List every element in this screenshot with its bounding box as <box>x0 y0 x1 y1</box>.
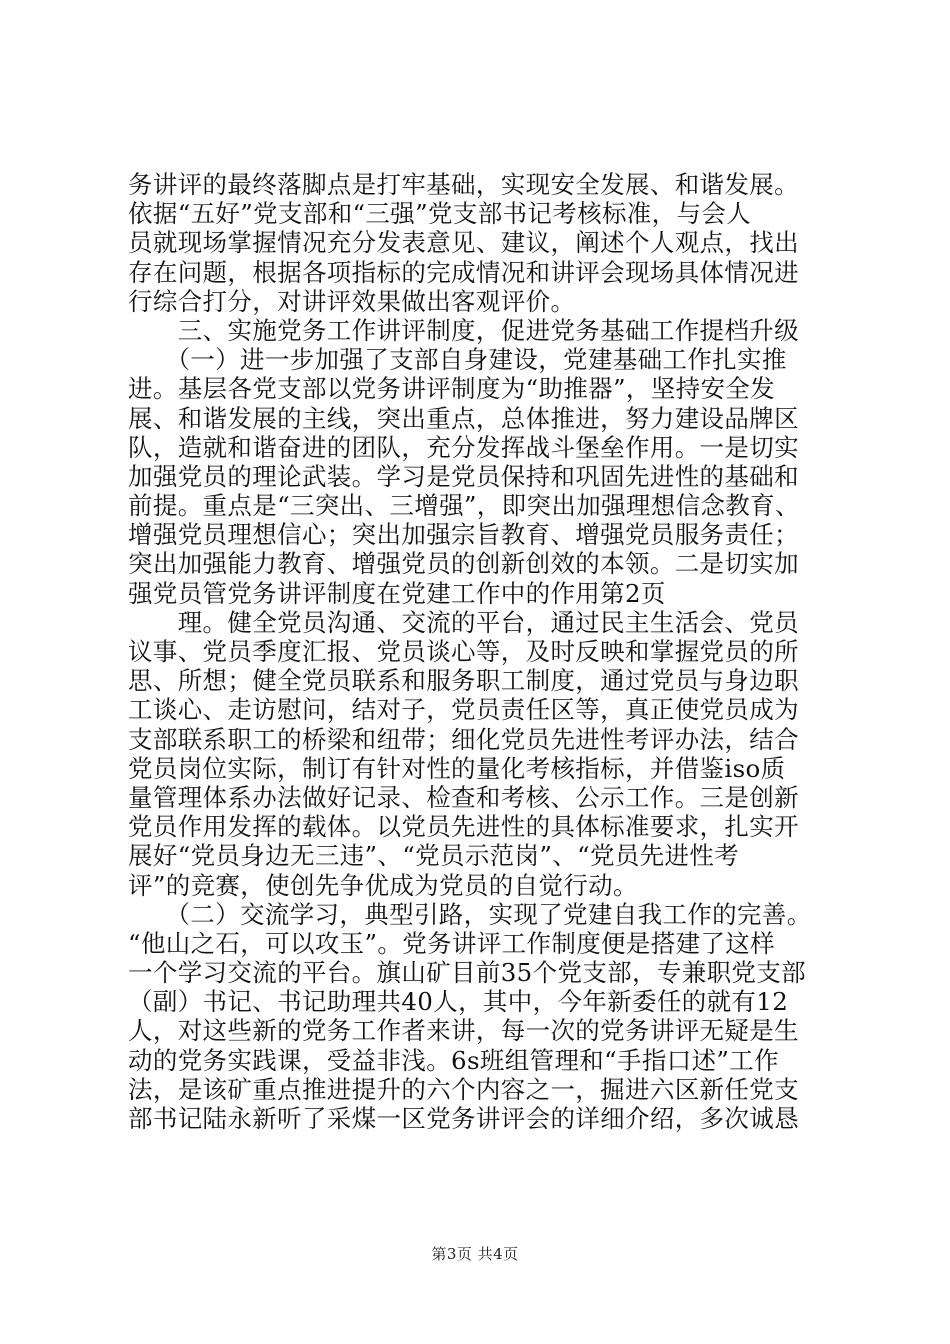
text-line: 量管理体系办法做好记录、检查和考核、公示工作。三是创新 <box>128 782 799 812</box>
text-line: 增强党员理想信心；突出加强宗旨教育、增强党员服务责任； <box>128 520 799 550</box>
text-line: 员就现场掌握情况充分发表意见、建议，阐述个人观点，找出 <box>128 228 799 258</box>
text-line: 行综合打分，对讲评效果做出客观评价。 <box>128 286 576 316</box>
text-line: 党员作用发挥的载体。以党员先进性的具体标准要求，扎实开 <box>128 812 799 842</box>
text-line: 前提。重点是“三突出、三增强”，即突出加强理想信念教育、 <box>128 491 800 521</box>
text-line: 强党员管党务讲评制度在党建工作中的作用第2页 <box>128 578 666 608</box>
text-line: 存在问题，根据各项指标的完成情况和讲评会现场具体情况进 <box>128 257 799 287</box>
text-line: 人，对这些新的党务工作者来讲，每一次的党务讲评无疑是生 <box>128 1016 799 1046</box>
text-line: 一个学习交流的平台。旗山矿目前35个党支部，专兼职党支部 <box>128 958 806 988</box>
text-line: 展好“党员身边无三违”、“党员示范岗”、“党员先进性考 <box>128 841 740 871</box>
text-line: 理。健全党员沟通、交流的平台，通过民主生活会、党员 <box>128 607 799 637</box>
text-line: 部书记陆永新听了采煤一区党务讲评会的详细介绍，多次诚恳 <box>128 1104 799 1133</box>
document-body <box>128 170 848 1133</box>
text-line: 动的党务实践课，受益非浅。6s班组管理和“手指口述”工作 <box>128 1045 780 1075</box>
text-line: 加强党员的理论武装。学习是党员保持和巩固先进性的基础和 <box>128 461 799 491</box>
page-footer <box>0 1244 950 1264</box>
text-line: “他山之石，可以攻玉”。党务讲评工作制度便是搭建了这样 <box>128 928 775 958</box>
text-line: 法，是该矿重点推进提升的六个内容之一，掘进六区新任党支 <box>128 1074 799 1104</box>
page-number: 第3页 共4页 <box>431 1245 519 1263</box>
text-line: 支部联系职工的桥梁和纽带；细化党员先进性考评办法，结合 <box>128 724 799 754</box>
text-line: 依据“五好”党支部和“三强”党支部书记考核标准，与会人 <box>128 199 752 229</box>
text-line: （一）进一步加强了支部自身建设，党建基础工作扎实推 <box>128 345 787 375</box>
text-line: 工谈心、走访慰问，结对子，党员责任区等，真正使党员成为 <box>128 695 799 725</box>
text-line: 队，造就和谐奋进的团队，充分发挥战斗堡垒作用。一是切实 <box>128 432 799 462</box>
text-line: 展、和谐发展的主线，突出重点，总体推进，努力建设品牌区 <box>128 403 799 433</box>
text-line: 议事、党员季度汇报、党员谈心等，及时反映和掌握党员的所 <box>128 637 799 666</box>
text-line: 思、所想；健全党员联系和服务职工制度，通过党员与身边职 <box>128 666 799 696</box>
text-line: （二）交流学习，典型引路，实现了党建自我工作的完善。 <box>128 899 812 929</box>
text-line: 突出加强能力教育、增强党员的创新创效的本领。二是切实加 <box>128 549 799 579</box>
text-line: 进。基层各党支部以党务讲评制度为“助推器”，坚持安全发 <box>128 374 775 404</box>
section-heading: 三、实施党务工作讲评制度，促进党务基础工作提档升级 <box>128 315 799 345</box>
text-line: 务讲评的最终落脚点是打牢基础，实现安全发展、和谐发展。 <box>128 170 799 199</box>
text-line: （副）书记、书记助理共40人，其中，今年新委任的就有12 <box>128 987 789 1017</box>
text-line: 评”的竞赛，使创先争优成为党员的自觉行动。 <box>128 870 638 900</box>
text-line: 党员岗位实际，制订有针对性的量化考核指标，并借鉴iso质 <box>128 753 786 783</box>
